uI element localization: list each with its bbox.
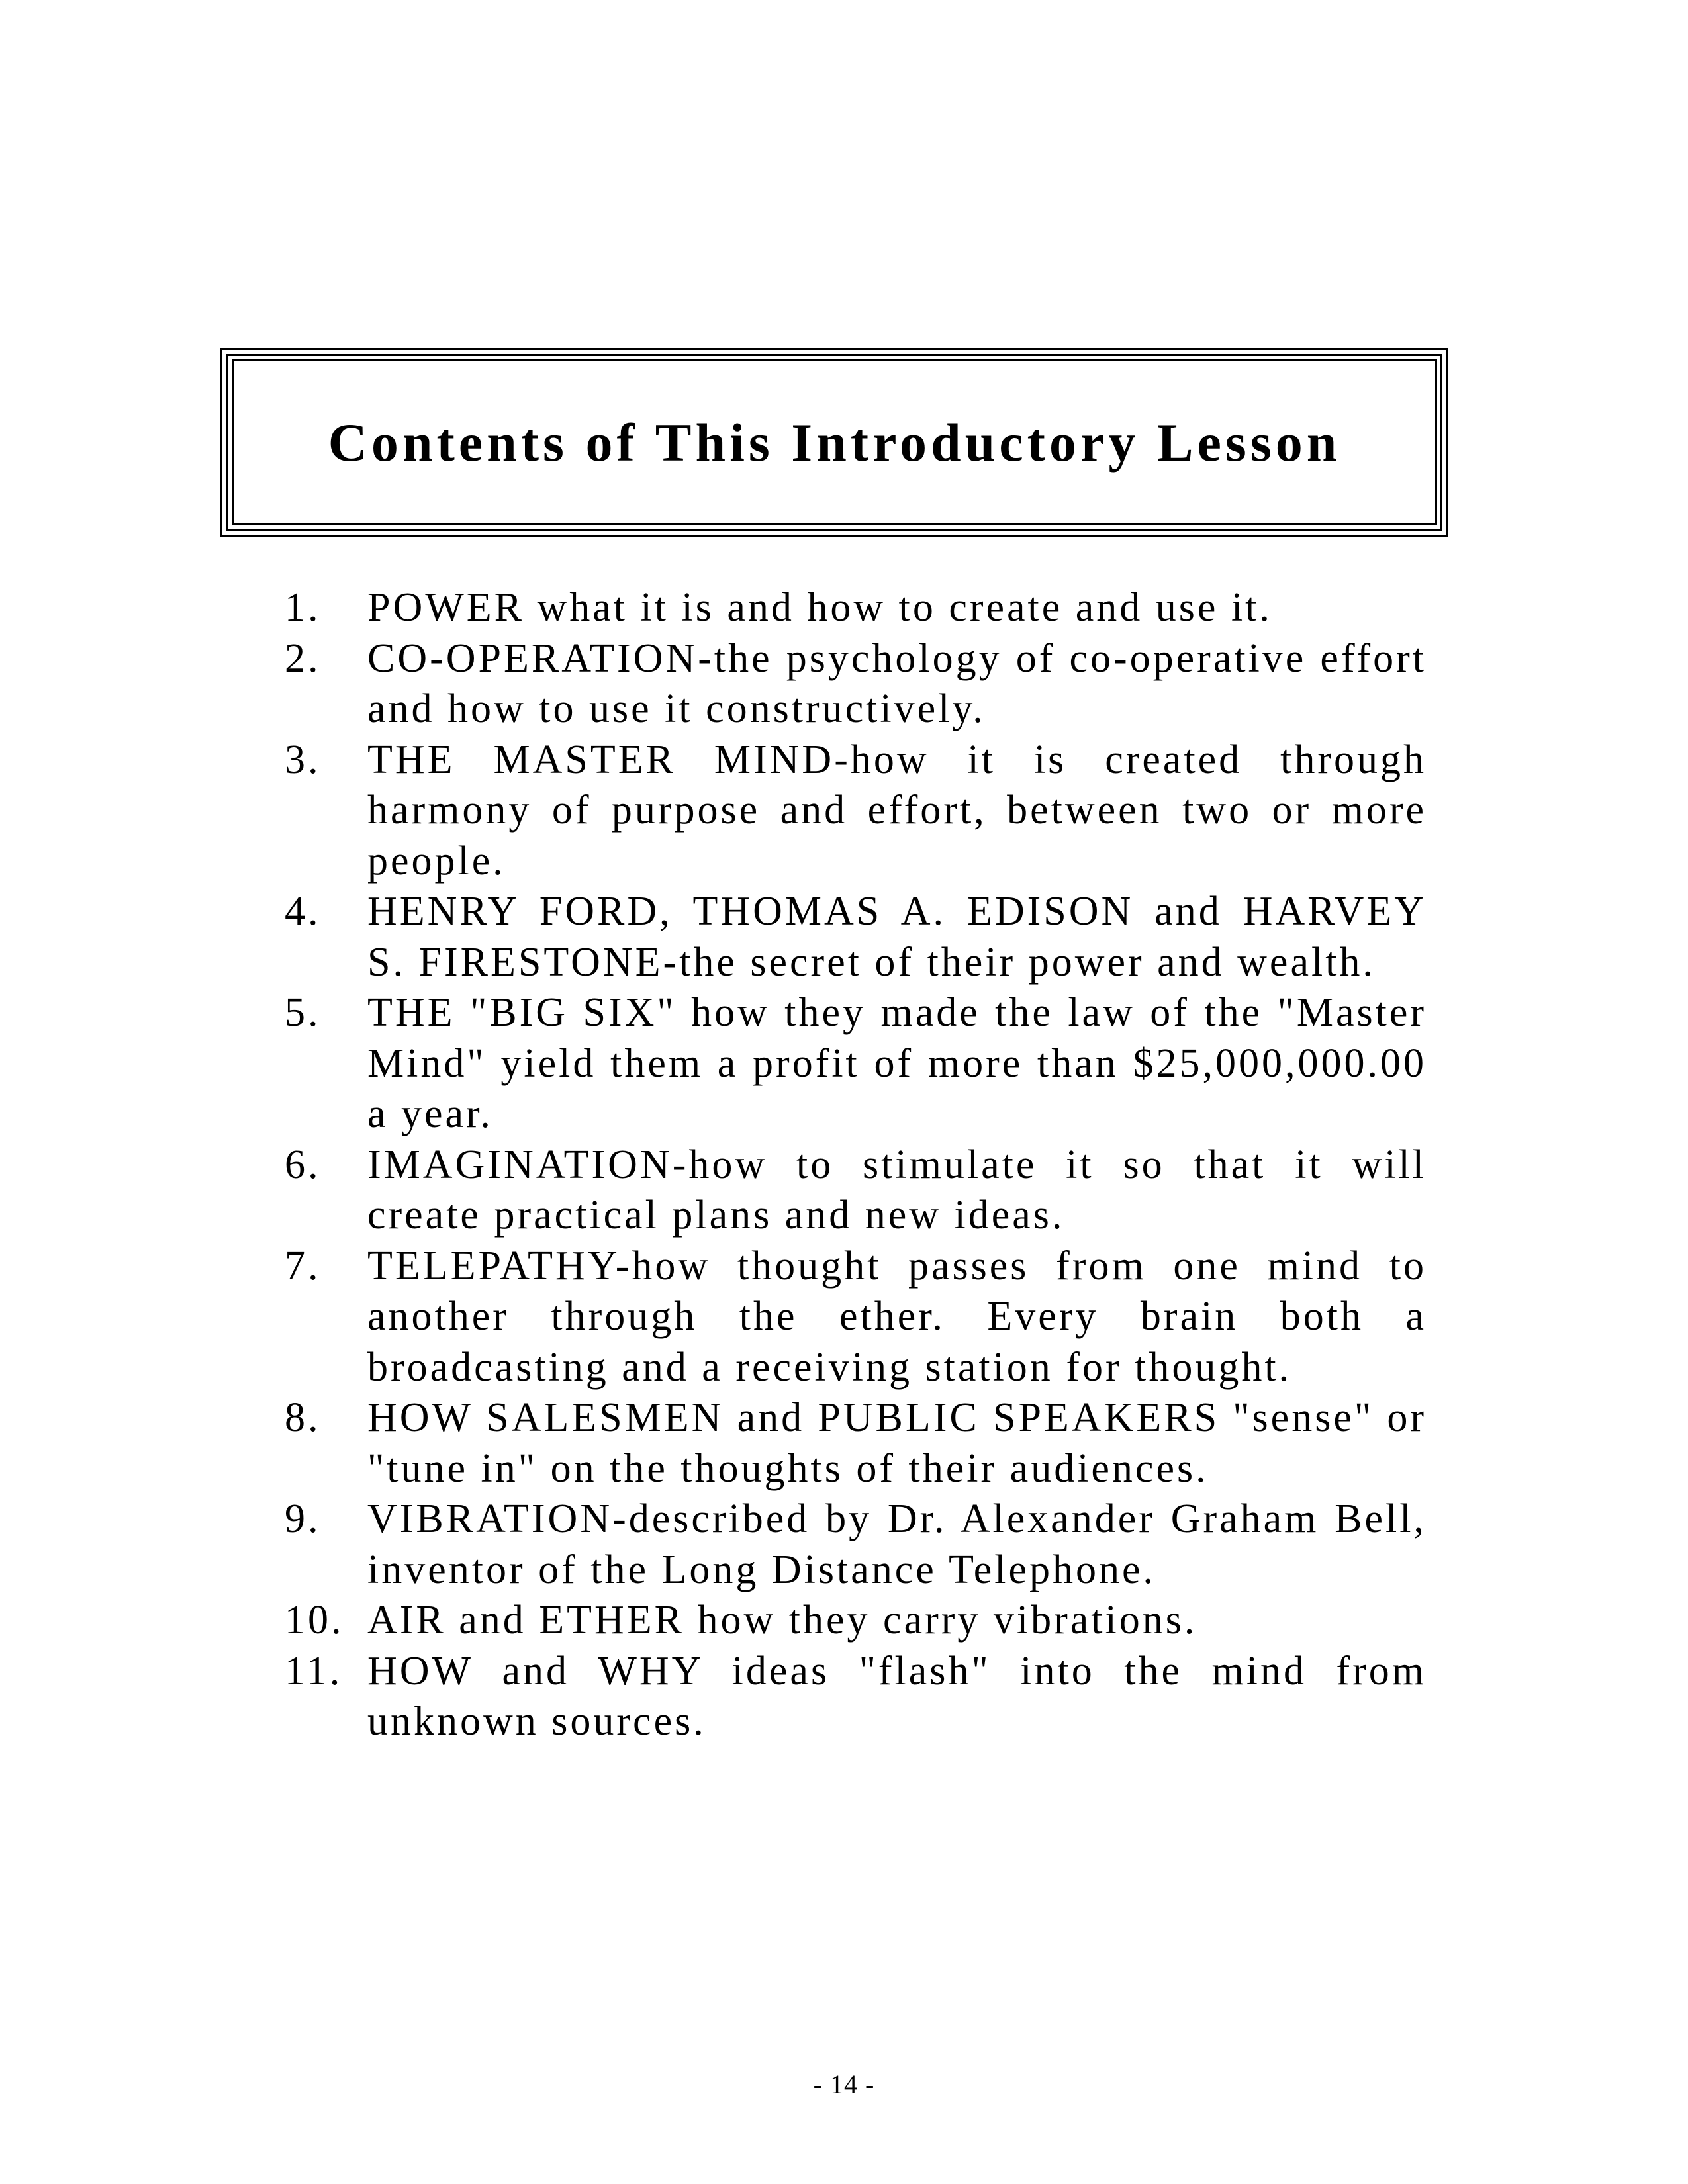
item-number: 6. [285,1142,321,1187]
title-box-inner-border [226,354,1442,531]
item-number: 11. [285,1648,343,1694]
page-title: Contents of This Introductory Lesson [328,412,1341,473]
list-item [285,1392,1427,1494]
item-text: HENRY FORD, THOMAS A. EDISON and HARVEY S. FIRESTONE-the secret of their power and wealth. [367,889,1427,985]
item-number: 5. [285,990,321,1035]
list-item [285,1646,1427,1747]
list-item [285,1140,1427,1241]
title-box-innermost-border [232,359,1437,525]
item-number: 2. [285,635,321,681]
list-item [285,1241,1427,1393]
item-text: POWER what it is and how to create and use it. [367,585,1272,630]
item-number: 3. [285,737,321,782]
page-number: - 14 - [813,2070,875,2099]
list-item [285,735,1427,887]
item-text: THE MASTER MIND-how it is created through harmony of purpose and effort, between two or more people. [367,737,1427,884]
item-number: 8. [285,1395,321,1440]
item-text: THE "BIG SIX" how they made the law of the "Master Mind" yield them a profit of more than $25,000,000.00 a year. [367,990,1427,1136]
item-number: 9. [285,1496,321,1541]
title-box [220,348,1448,537]
list-item [285,1595,1427,1646]
item-number: 7. [285,1243,321,1289]
item-text: AIR and ETHER how they carry vibrations. [367,1598,1197,1643]
list-item [285,1494,1427,1595]
item-number: 10. [285,1598,344,1643]
item-number: 4. [285,889,321,934]
list-item [285,582,1427,633]
list-item [285,987,1427,1140]
contents-list [285,582,1427,1747]
list-item [285,633,1427,735]
item-text: CO-OPERATION-the psychology of co-operative effort and how to use it constructively. [367,635,1427,731]
item-text: HOW and WHY ideas "flash" into the mind from unknown sources. [367,1648,1427,1744]
item-text: HOW SALESMEN and PUBLIC SPEAKERS "sense" or "tune in" on the thoughts of their audiences. [367,1395,1427,1491]
item-text: VIBRATION-described by Dr. Alexander Graham Bell, inventor of the Long Distance Telephone. [367,1496,1427,1592]
item-text: TELEPATHY-how thought passes from one mind to another through the ether. Every brain both a broadcasting and a receiving station for thought. [367,1243,1427,1390]
list-item [285,886,1427,987]
item-text: IMAGINATION-how to stimulate it so that it will create practical plans and new ideas. [367,1142,1427,1238]
item-number: 1. [285,585,321,630]
